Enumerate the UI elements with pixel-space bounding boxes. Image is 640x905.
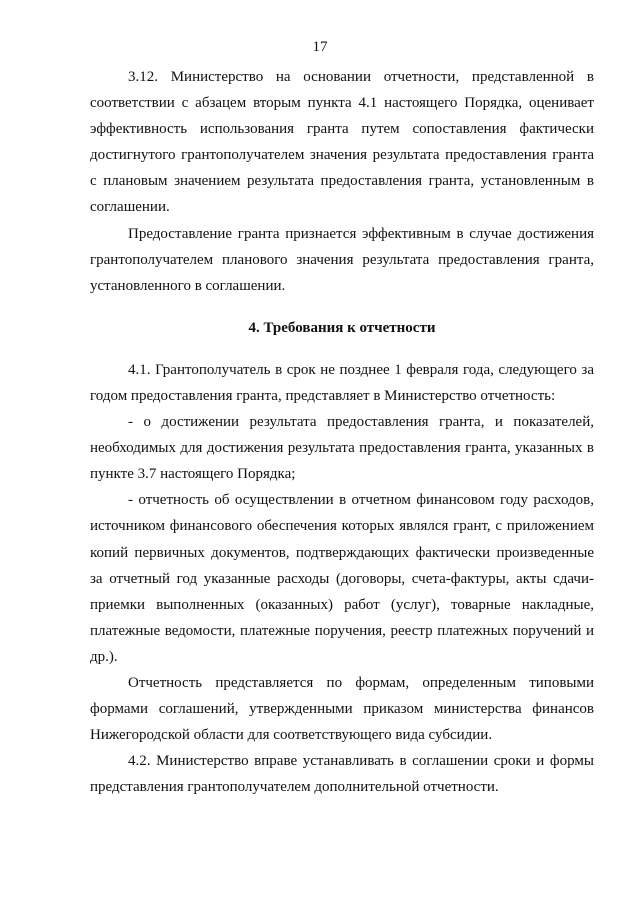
- page-number: 17: [312, 39, 328, 55]
- paragraph-report-forms: Отчетность представляется по формам, определенным типовыми формами соглашений, утвержденными приказом министерства финансов Нижегородской области для соответствующего вида субсидии.: [90, 674, 594, 744]
- paragraph-grant-efficiency: Предоставление гранта признается эффективным в случае достижения грантополучателем планового значения результата предоставления гранта, установленного в соглашении.: [90, 225, 594, 294]
- paragraph-3-12: 3.12. Министерство на основании отчетности, представленной в соответствии с абзацем вторым пункта 4.1 настоящего Порядка, оценивает эффективность использования гранта путем сопоставления фактически достигнутого грантополучателем значения результата предоставления гранта с плановым значением результата предоставления гранта, установленным в соглашении.: [90, 69, 594, 216]
- document-body: [90, 64, 594, 800]
- list-item-expense-report: - отчетность об осуществлении в отчетном финансовом году расходов, источником финансового обеспечения которых являлся грант, с приложением копий первичных документов, подтверждающих фактически произведенные за отчетный год указанные расходы (договоры, счета-фактуры, акты сдачи-приемки выполненных (оказанных) работ (услуг), товарные накладные, платежные ведомости, платежные поручения, реестр платежных поручений и др.).: [90, 492, 594, 665]
- paragraph-4-1: 4.1. Грантополучатель в срок не позднее 1 февраля года, следующего за годом предоставления гранта, представляет в Министерство отчетность:: [90, 361, 594, 404]
- section-heading: 4. Требования к отчетности: [248, 319, 436, 336]
- paragraph-4-2: 4.2. Министерство вправе устанавливать в соглашении сроки и формы представления грантополучателем дополнительной отчетности.: [90, 753, 594, 796]
- list-item-result-report: - о достижении результата предоставления гранта, и показателей, необходимых для достижения результата предоставления гранта, указанных в пункте 3.7 настоящего Порядка;: [90, 414, 594, 483]
